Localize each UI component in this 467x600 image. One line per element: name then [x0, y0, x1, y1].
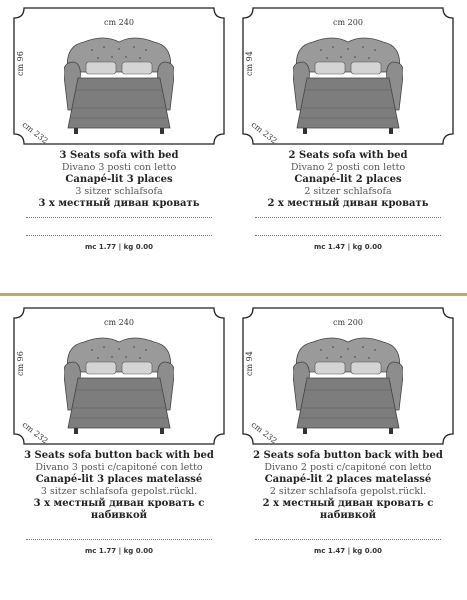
name-french: Canapé-lit 3 places [65, 174, 173, 185]
width-dimension: cm 240 [104, 18, 134, 27]
product-card-3-seat-button-back-bed [12, 306, 226, 555]
name-russian: 3 х местный диван кровать [38, 198, 200, 209]
product-description [241, 150, 455, 251]
product-card-3-seat-bed [12, 6, 226, 251]
height-dimension: cm 96 [16, 51, 25, 76]
name-english: 3 Seats sofa button back with bed [24, 450, 214, 461]
name-german: 2 sitzer schlafsofa [304, 186, 392, 197]
product-frame [241, 306, 455, 446]
volume-weight: mc 1.47 | kg 0.00 [314, 243, 382, 251]
sofa-bed-image [293, 32, 403, 137]
product-frame [241, 6, 455, 146]
name-german: 2 sitzer schlafsofa gepolst.rückl. [269, 486, 427, 497]
depth-dimension: cm 232 [20, 420, 50, 446]
depth-dimension: cm 232 [249, 120, 279, 146]
name-italian: Divano 3 posti con letto [61, 162, 177, 173]
depth-dimension: cm 232 [249, 420, 279, 446]
volume-weight: mc 1.47 | kg 0.00 [314, 547, 382, 555]
volume-weight: mc 1.77 | kg 0.00 [85, 243, 153, 251]
name-german: 3 sitzer schlafsofa [75, 186, 163, 197]
product-card-2-seat-button-back-bed [241, 306, 455, 555]
name-english: 3 Seats sofa with bed [59, 150, 179, 161]
name-english: 2 Seats sofa with bed [288, 150, 408, 161]
sofa-bed-image [64, 32, 174, 137]
depth-dimension: cm 232 [20, 120, 50, 146]
name-italian: Divano 3 posti c/capitoné con letto [35, 462, 203, 473]
sofa-bed-image [64, 332, 174, 437]
name-french: Canapé-lit 2 places [294, 174, 402, 185]
product-frame [12, 6, 226, 146]
product-card-2-seat-bed [241, 6, 455, 251]
bottom-section [0, 300, 467, 596]
name-german: 3 sitzer schlafsofa gepolst.rückl. [40, 486, 198, 497]
name-italian: Divano 2 posti c/capitoné con letto [264, 462, 432, 473]
height-dimension: cm 94 [245, 351, 254, 376]
name-english: 2 Seats sofa button back with bed [253, 450, 443, 461]
name-italian: Divano 2 posti con letto [290, 162, 406, 173]
volume-weight: mc 1.77 | kg 0.00 [85, 547, 153, 555]
name-russian: 2 х местный диван кровать [267, 198, 429, 209]
dotted-line [255, 210, 441, 218]
width-dimension: cm 200 [333, 18, 363, 27]
product-description [12, 150, 226, 251]
product-frame [12, 306, 226, 446]
name-russian: 3 х местный диван кровать с набивкой [33, 498, 205, 521]
dotted-line [26, 228, 212, 236]
top-section [0, 0, 467, 296]
dotted-line [255, 228, 441, 236]
dotted-line [26, 532, 212, 540]
section-divider [0, 293, 467, 296]
name-french: Canapé-lit 3 places matelassé [35, 474, 203, 485]
name-russian: 2 х местный диван кровать с набивкой [262, 498, 434, 521]
width-dimension: cm 200 [333, 318, 363, 327]
product-description [12, 450, 226, 555]
height-dimension: cm 96 [16, 351, 25, 376]
height-dimension: cm 94 [245, 51, 254, 76]
width-dimension: cm 240 [104, 318, 134, 327]
dotted-line [255, 532, 441, 540]
dotted-line [26, 210, 212, 218]
sofa-bed-image [293, 332, 403, 437]
name-french: Canapé-lit 2 places matelassé [264, 474, 432, 485]
product-description [241, 450, 455, 555]
